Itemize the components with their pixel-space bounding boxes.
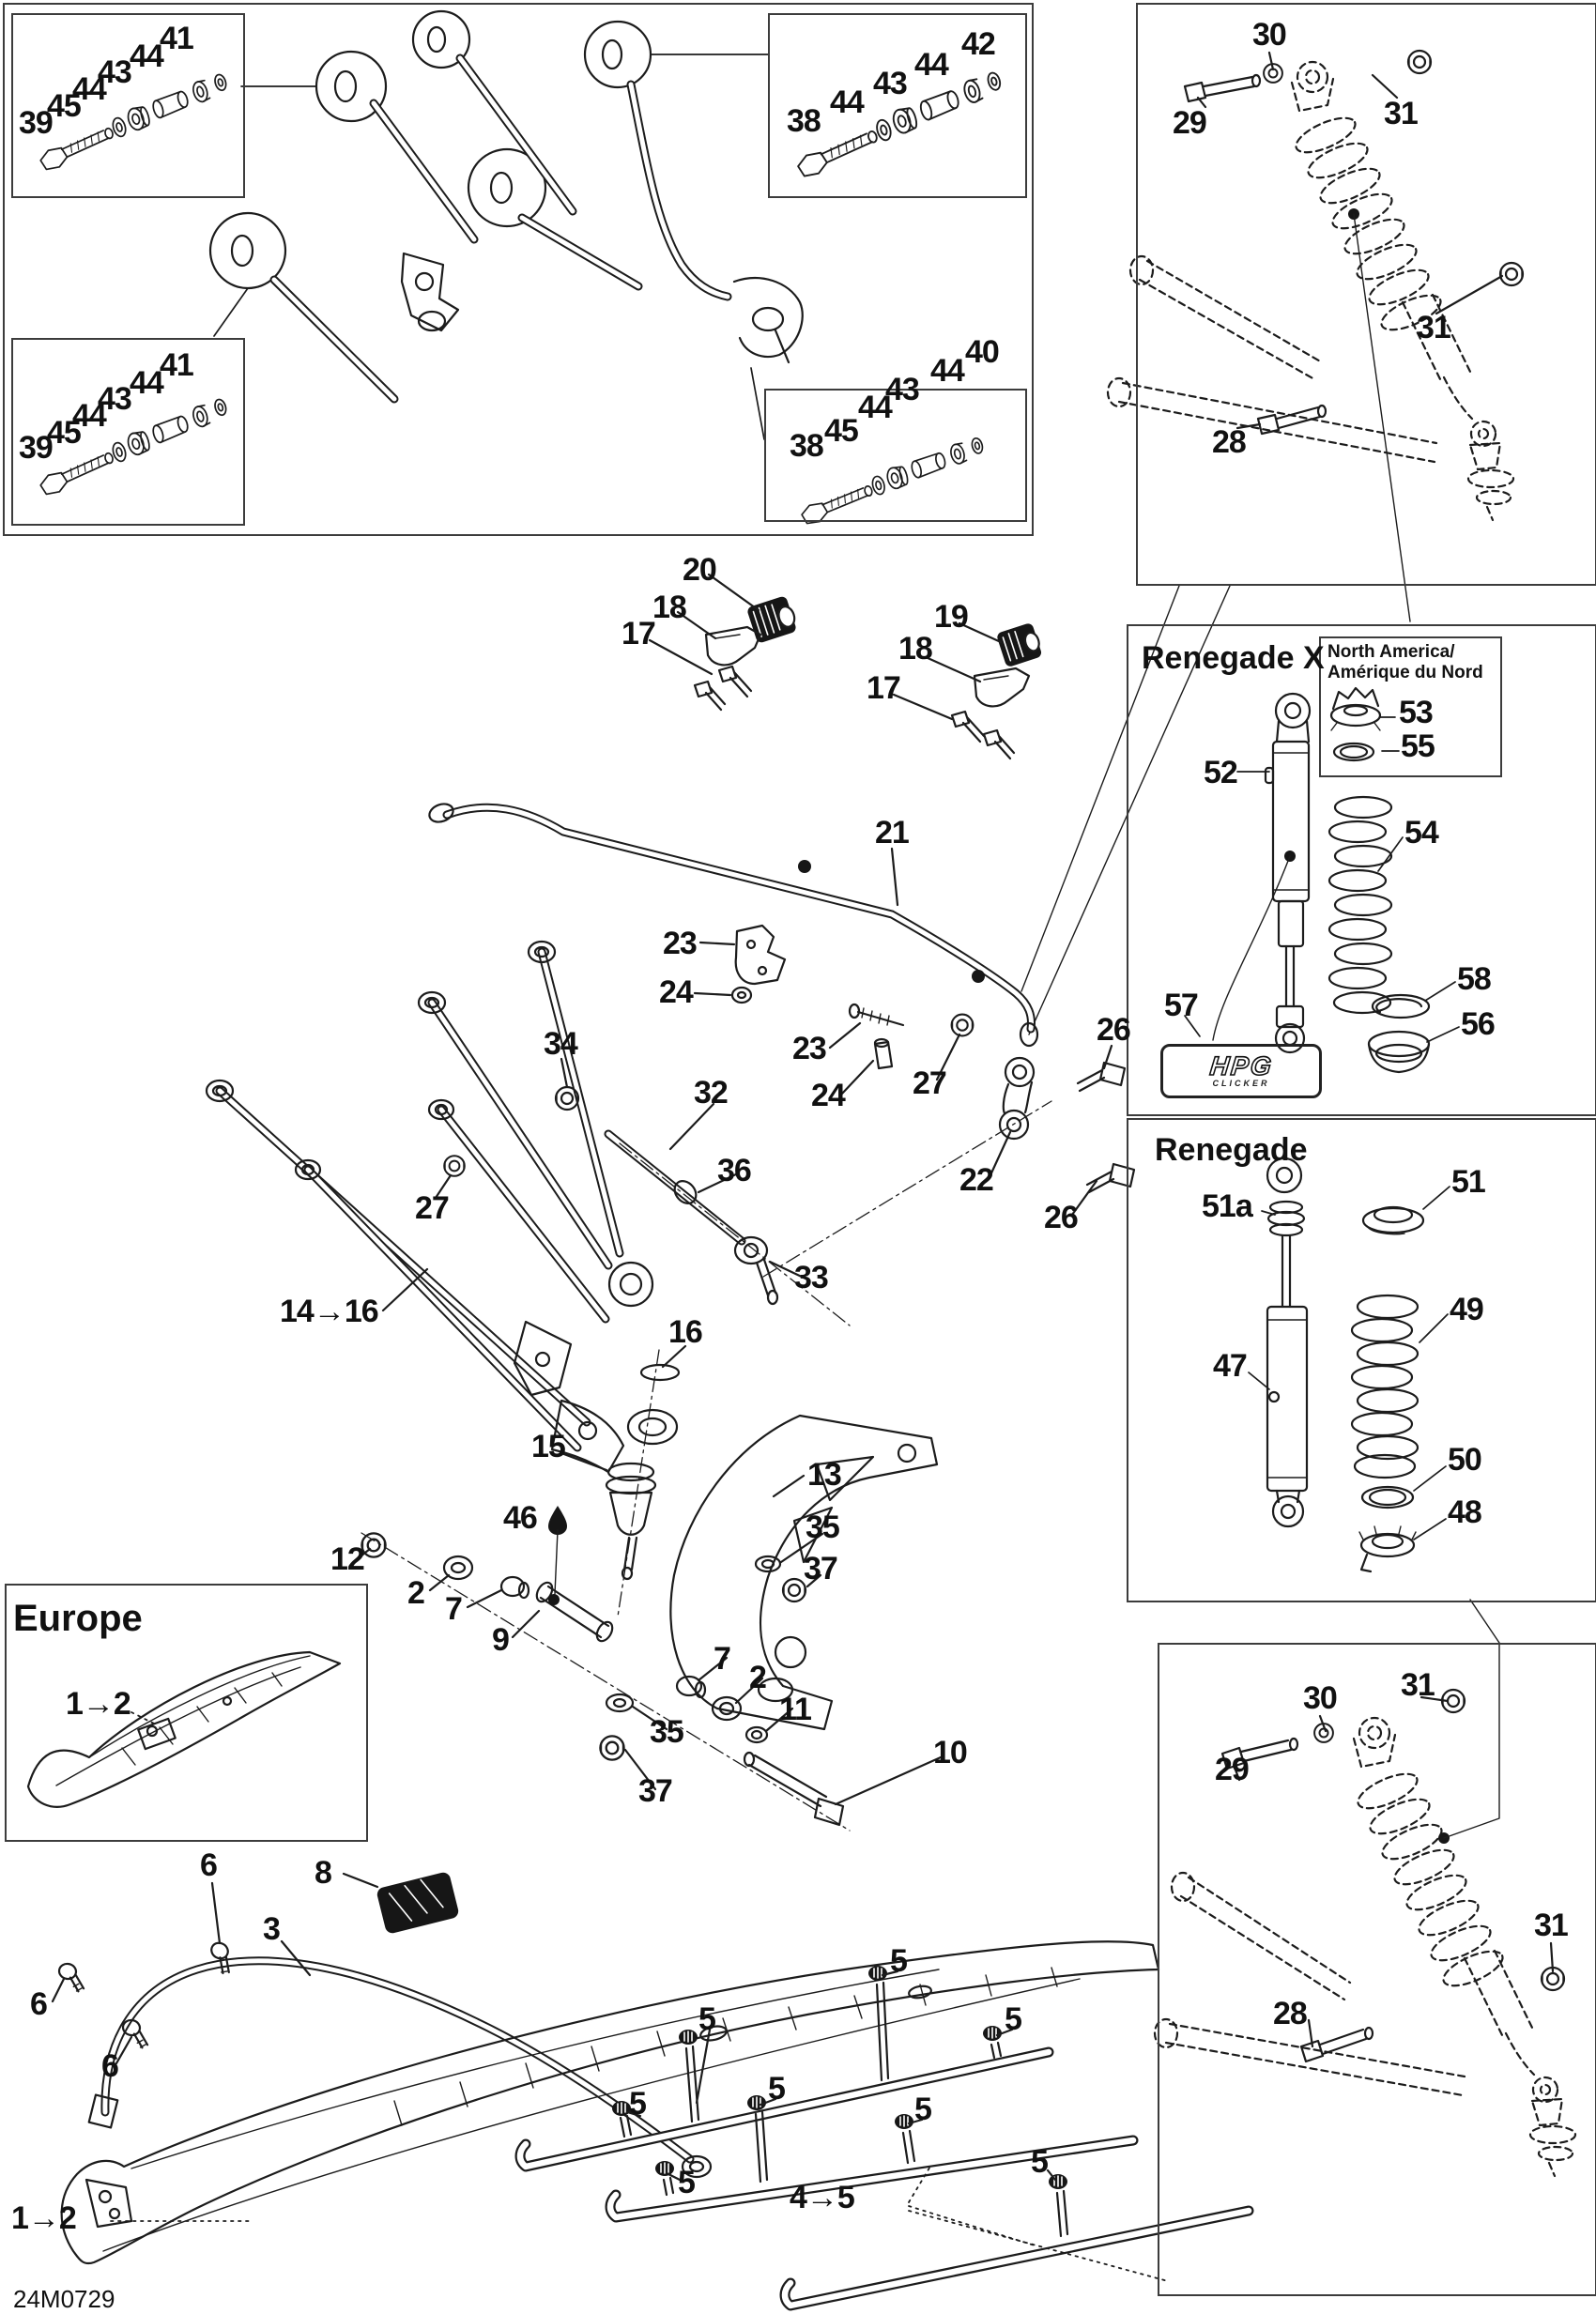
- part-label-37: 37: [804, 1551, 837, 1586]
- part-label-1→2: 1→2: [11, 2200, 76, 2236]
- part-label-6: 6: [200, 1847, 217, 1883]
- bolt-26-upper: [1078, 1063, 1125, 1091]
- part-label-28: 28: [1273, 1996, 1307, 2031]
- bolts-17-left: [695, 667, 751, 710]
- part-label-5: 5: [698, 2001, 715, 2037]
- part-label-5: 5: [890, 1943, 907, 1979]
- part-label-9: 9: [492, 1622, 509, 1658]
- part-label-54: 54: [1404, 815, 1438, 851]
- part-label-35: 35: [650, 1714, 683, 1750]
- part-label-24: 24: [659, 974, 693, 1010]
- part-label-6: 6: [101, 2048, 118, 2084]
- part-label-26: 26: [1097, 1012, 1130, 1048]
- part-label-5: 5: [629, 2086, 646, 2122]
- europe-title: Europe: [13, 1598, 143, 1639]
- part-label-11: 11: [779, 1692, 811, 1727]
- part-label-13: 13: [807, 1457, 841, 1493]
- nut-34: [556, 1087, 578, 1110]
- top-shock-box: [1136, 3, 1596, 586]
- part-label-35: 35: [806, 1509, 839, 1545]
- part-label-34: 34: [544, 1026, 577, 1062]
- stabilizer-link-22: [1000, 1058, 1034, 1139]
- part-label-31: 31: [1401, 1667, 1435, 1703]
- nut-27-left: [444, 1156, 465, 1176]
- part-label-15: 15: [531, 1429, 565, 1464]
- part-label-45: 45: [47, 88, 81, 124]
- part-label-43: 43: [885, 372, 919, 407]
- part-label-40: 40: [965, 334, 999, 370]
- part-label-43: 43: [873, 66, 907, 101]
- part-label-21: 21: [875, 815, 909, 851]
- bolt-10: [744, 1753, 843, 1825]
- hpg-logo-main: HPG: [1208, 1051, 1275, 1080]
- part-label-47: 47: [1213, 1348, 1247, 1384]
- screw-23: [850, 1004, 903, 1025]
- part-label-39: 39: [19, 430, 53, 466]
- renegade-x-title: Renegade X: [1142, 640, 1325, 676]
- part-label-51a: 51a: [1202, 1188, 1252, 1224]
- spacer-24: [875, 1039, 892, 1068]
- part-label-43: 43: [98, 381, 131, 417]
- part-label-20: 20: [683, 552, 716, 588]
- part-label-2: 2: [407, 1575, 424, 1611]
- part-label-5: 5: [1005, 2001, 1021, 2037]
- bolts-17-right: [952, 712, 1014, 759]
- part-label-2: 2: [749, 1660, 766, 1695]
- part-label-44: 44: [858, 390, 892, 425]
- part-label-42: 42: [961, 26, 995, 62]
- part-label-18: 18: [652, 590, 686, 625]
- part-label-50: 50: [1448, 1442, 1481, 1478]
- part-label-45: 45: [824, 413, 858, 449]
- part-label-5: 5: [1031, 2144, 1048, 2180]
- clamp-18-right: [974, 668, 1029, 706]
- part-label-27: 27: [415, 1190, 449, 1226]
- hpg-logo: [1160, 1044, 1322, 1098]
- clamp-18-left: [706, 627, 760, 665]
- tie-rod-end-33: [735, 1237, 777, 1304]
- nut-27-right: [952, 1015, 974, 1036]
- grommet-20: [746, 595, 799, 644]
- bracket-23: [736, 926, 785, 984]
- part-label-32: 32: [694, 1075, 728, 1111]
- part-label-56: 56: [1461, 1006, 1495, 1042]
- renegade-box: [1127, 1118, 1596, 1602]
- part-label-44: 44: [830, 84, 864, 120]
- part-label-24: 24: [811, 1078, 845, 1113]
- part-label-5: 5: [914, 2092, 931, 2127]
- part-label-3: 3: [263, 1911, 280, 1947]
- part-label-18: 18: [898, 631, 932, 667]
- part-label-31: 31: [1534, 1908, 1568, 1943]
- part-label-39: 39: [19, 105, 53, 141]
- part-label-46: 46: [503, 1500, 537, 1536]
- ski-runners: [520, 1966, 1249, 2306]
- part-label-41: 41: [160, 347, 193, 383]
- part-label-29: 29: [1173, 105, 1206, 141]
- part-label-52: 52: [1204, 755, 1237, 790]
- part-label-44: 44: [130, 38, 163, 74]
- part-label-48: 48: [1448, 1494, 1481, 1530]
- push-nut-24: [732, 988, 751, 1003]
- part-label-30: 30: [1252, 17, 1286, 53]
- part-label-44: 44: [72, 398, 106, 434]
- part-label-10: 10: [933, 1735, 967, 1770]
- diagram-code: 24M0729: [13, 2285, 115, 2313]
- part-label-27: 27: [913, 1065, 946, 1101]
- pad-8: [376, 1871, 460, 1935]
- part-label-55: 55: [1401, 728, 1435, 764]
- part-label-17: 17: [622, 616, 655, 651]
- part-label-31: 31: [1417, 310, 1450, 345]
- part-label-8: 8: [315, 1855, 331, 1891]
- part-label-17: 17: [867, 670, 900, 706]
- part-label-22: 22: [959, 1162, 993, 1198]
- north-america-title-line2: Amérique du Nord: [1327, 663, 1483, 682]
- sway-bar-group: [427, 595, 1134, 1192]
- part-label-5: 5: [768, 2071, 785, 2107]
- ball-joint-15: [606, 1463, 655, 1579]
- part-label-7: 7: [445, 1591, 462, 1627]
- part-label-30: 30: [1303, 1680, 1337, 1716]
- part-label-5: 5: [678, 2165, 695, 2200]
- part-label-1→2: 1→2: [66, 1686, 130, 1722]
- part-label-19: 19: [934, 599, 968, 635]
- part-label-33: 33: [794, 1260, 828, 1295]
- part-label-4→5: 4→5: [790, 2180, 854, 2215]
- part-label-7: 7: [714, 1641, 730, 1677]
- bushing-7-left: [501, 1577, 529, 1598]
- part-label-26: 26: [1044, 1200, 1078, 1235]
- part-label-58: 58: [1457, 961, 1491, 997]
- part-label-44: 44: [72, 71, 106, 107]
- part-label-43: 43: [98, 54, 131, 90]
- part-label-49: 49: [1450, 1292, 1483, 1327]
- part-label-31: 31: [1384, 96, 1418, 131]
- part-label-14→16: 14→16: [280, 1294, 378, 1329]
- washer-35-left: [606, 1694, 633, 1711]
- part-label-44: 44: [930, 353, 964, 389]
- part-label-23: 23: [792, 1031, 826, 1066]
- part-label-12: 12: [330, 1541, 364, 1577]
- part-label-57: 57: [1164, 988, 1198, 1023]
- part-label-29: 29: [1215, 1752, 1249, 1787]
- north-america-title: [1327, 642, 1483, 683]
- part-label-44: 44: [130, 365, 163, 401]
- part-label-36: 36: [717, 1153, 751, 1188]
- part-label-28: 28: [1212, 424, 1246, 460]
- part-label-38: 38: [790, 428, 823, 464]
- nut-37-left: [600, 1736, 623, 1759]
- part-label-23: 23: [663, 926, 697, 961]
- part-label-38: 38: [787, 103, 821, 139]
- renegade-title: Renegade: [1155, 1132, 1308, 1168]
- part-label-16: 16: [668, 1314, 702, 1350]
- nut-37-right: [783, 1579, 806, 1601]
- part-label-41: 41: [160, 21, 193, 56]
- washer-11: [746, 1727, 767, 1742]
- washer-35-right: [756, 1556, 780, 1571]
- part-label-45: 45: [47, 415, 81, 451]
- spacer-9: [533, 1580, 615, 1644]
- part-label-6: 6: [30, 1986, 47, 2022]
- hpg-logo-sub: CLICKER: [1212, 1079, 1270, 1088]
- part-label-44: 44: [914, 47, 948, 83]
- circlip-16: [641, 1365, 679, 1380]
- ski-assembly: [56, 1871, 1249, 2306]
- north-america-title-line1: North America/: [1327, 642, 1455, 662]
- grommet-19: [996, 621, 1044, 667]
- part-label-53: 53: [1399, 695, 1433, 730]
- part-label-37: 37: [638, 1773, 672, 1809]
- bottom-shock-box: [1158, 1643, 1596, 2296]
- part-label-51: 51: [1451, 1164, 1485, 1200]
